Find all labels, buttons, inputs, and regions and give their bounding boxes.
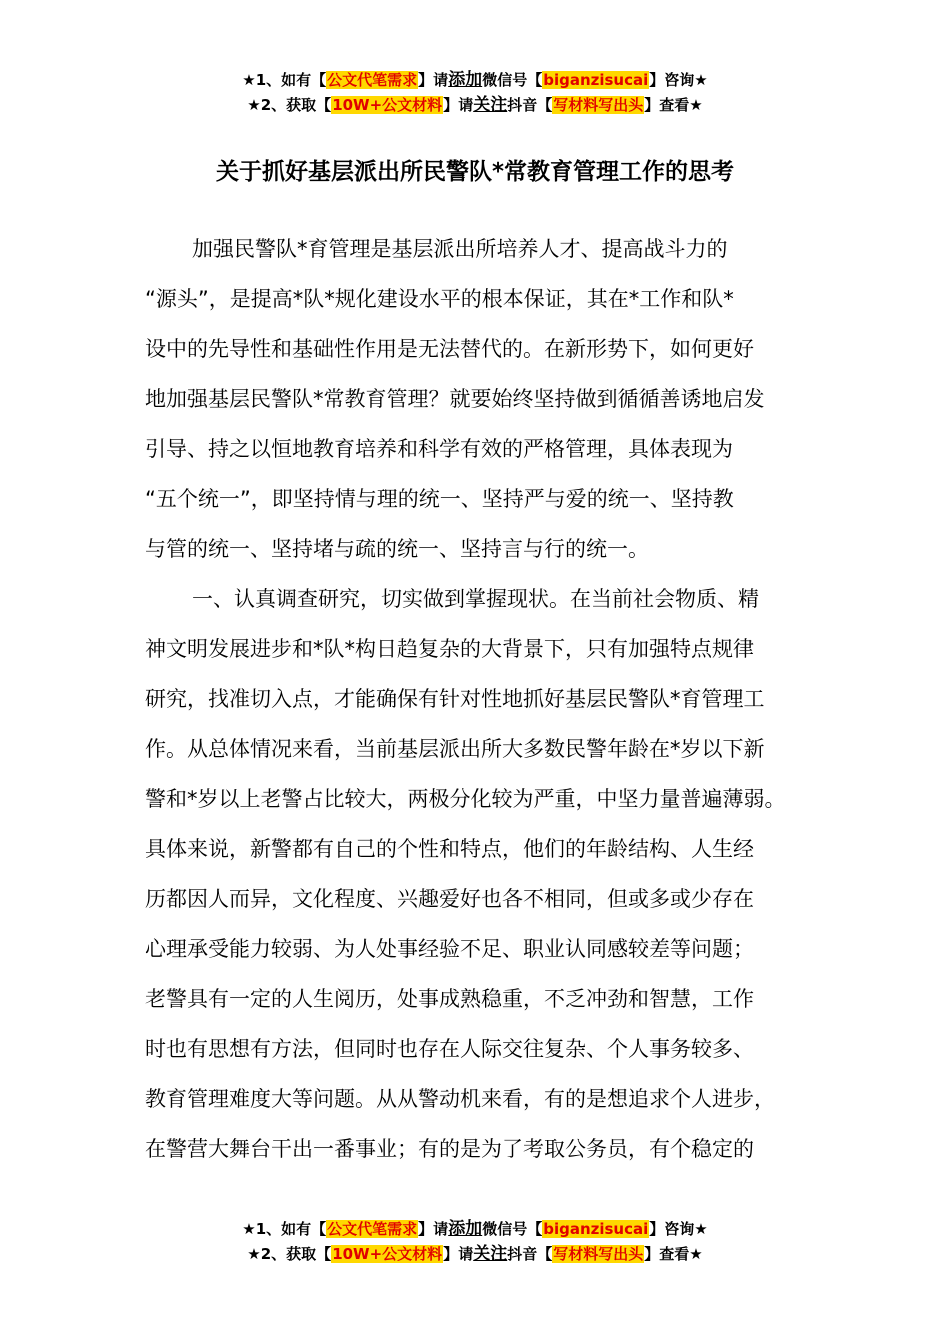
paragraph-line: 心理承受能力较弱、为人处事经验不足、职业认同感较差等问题；	[145, 937, 754, 961]
paragraph-line: 引导、持之以恒地教育培养和科学有效的严格管理，具体表现为	[145, 437, 733, 461]
paragraph-line: 地加强基层民警队*常教育管理？就要始终坚持做到循循善诱地启发	[145, 387, 765, 411]
paragraph-line: 一、认真调查研究，切实做到掌握现状。在当前社会物质、精	[192, 587, 759, 611]
footer-promo	[0, 1217, 950, 1267]
header-promo-line-2: ★2、获取【10W+公文材料】请关注抖音【写材料写出头】查看★	[247, 95, 703, 115]
underlined-text: 添加	[448, 1219, 483, 1239]
paragraph-line: 作。从总体情况来看，当前基层派出所大多数民警年龄在*岁以下新	[145, 737, 765, 761]
highlight-tag: 10W+公文材料	[332, 96, 443, 114]
underlined-text: 关注	[473, 1244, 508, 1264]
paragraph-line: 设中的先导性和基础性作用是无法替代的。在新形势下，如何更好	[145, 337, 754, 361]
highlight-tag: 公文代笔需求	[327, 1220, 418, 1238]
paragraph-line: 教育管理难度大等问题。从从警动机来看，有的是想追求个人进步，	[145, 1087, 775, 1111]
douyin-account-highlight: 写材料写出头	[553, 1245, 644, 1263]
paragraph-line: “五个统一”，即坚持情与理的统一、坚持严与爱的统一、坚持教	[145, 487, 734, 511]
document-body	[145, 224, 825, 1174]
highlight-tag: 10W+公文材料	[332, 1245, 443, 1263]
douyin-account-highlight: 写材料写出头	[553, 96, 644, 114]
paragraph-line: 与管的统一、坚持堵与疏的统一、坚持言与行的统一。	[145, 537, 649, 561]
header-promo	[0, 68, 950, 118]
paragraph-line: 加强民警队*育管理是基层派出所培养人才、提高战斗力的	[192, 237, 728, 261]
underlined-text: 添加	[448, 70, 483, 90]
paragraph-line: 老警具有一定的人生阅历，处事成熟稳重，不乏冲劲和智慧，工作	[145, 987, 754, 1011]
paragraph-line: 具体来说，新警都有自己的个性和特点，他们的年龄结构、人生经	[145, 837, 754, 861]
paragraph-line: 历都因人而异，文化程度、兴趣爱好也各不相同，但或多或少存在	[145, 887, 754, 911]
paragraph-line: 警和*岁以上老警占比较大，两极分化较为严重，中坚力量普遍薄弱。	[145, 787, 786, 811]
paragraph-line: 研究，找准切入点，才能确保有针对性地抓好基层民警队*育管理工	[145, 687, 765, 711]
paragraph-line: 在警营大舞台干出一番事业；有的是为了考取公务员，有个稳定的	[145, 1137, 754, 1161]
header-promo-line-1: ★1、如有【公文代笔需求】请添加微信号【biganzisucai】咨询★	[242, 70, 708, 90]
document-title: 关于抓好基层派出所民警队*常教育管理工作的思考	[215, 159, 735, 185]
wechat-id-highlight: biganzisucai	[543, 1220, 649, 1238]
underlined-text: 关注	[473, 95, 508, 115]
paragraph-line: 时也有思想有方法，但同时也存在人际交往复杂、个人事务较多、	[145, 1037, 754, 1061]
footer-promo-line-2: ★2、获取【10W+公文材料】请关注抖音【写材料写出头】查看★	[247, 1244, 703, 1264]
paragraph-line: “源头”，是提高*队*规化建设水平的根本保证，其在*工作和队*	[145, 287, 734, 311]
paragraph-line: 神文明发展进步和*队*构日趋复杂的大背景下，只有加强特点规律	[145, 637, 754, 661]
footer-promo-line-1: ★1、如有【公文代笔需求】请添加微信号【biganzisucai】咨询★	[242, 1219, 708, 1239]
wechat-id-highlight: biganzisucai	[543, 71, 649, 89]
highlight-tag: 公文代笔需求	[327, 71, 418, 89]
